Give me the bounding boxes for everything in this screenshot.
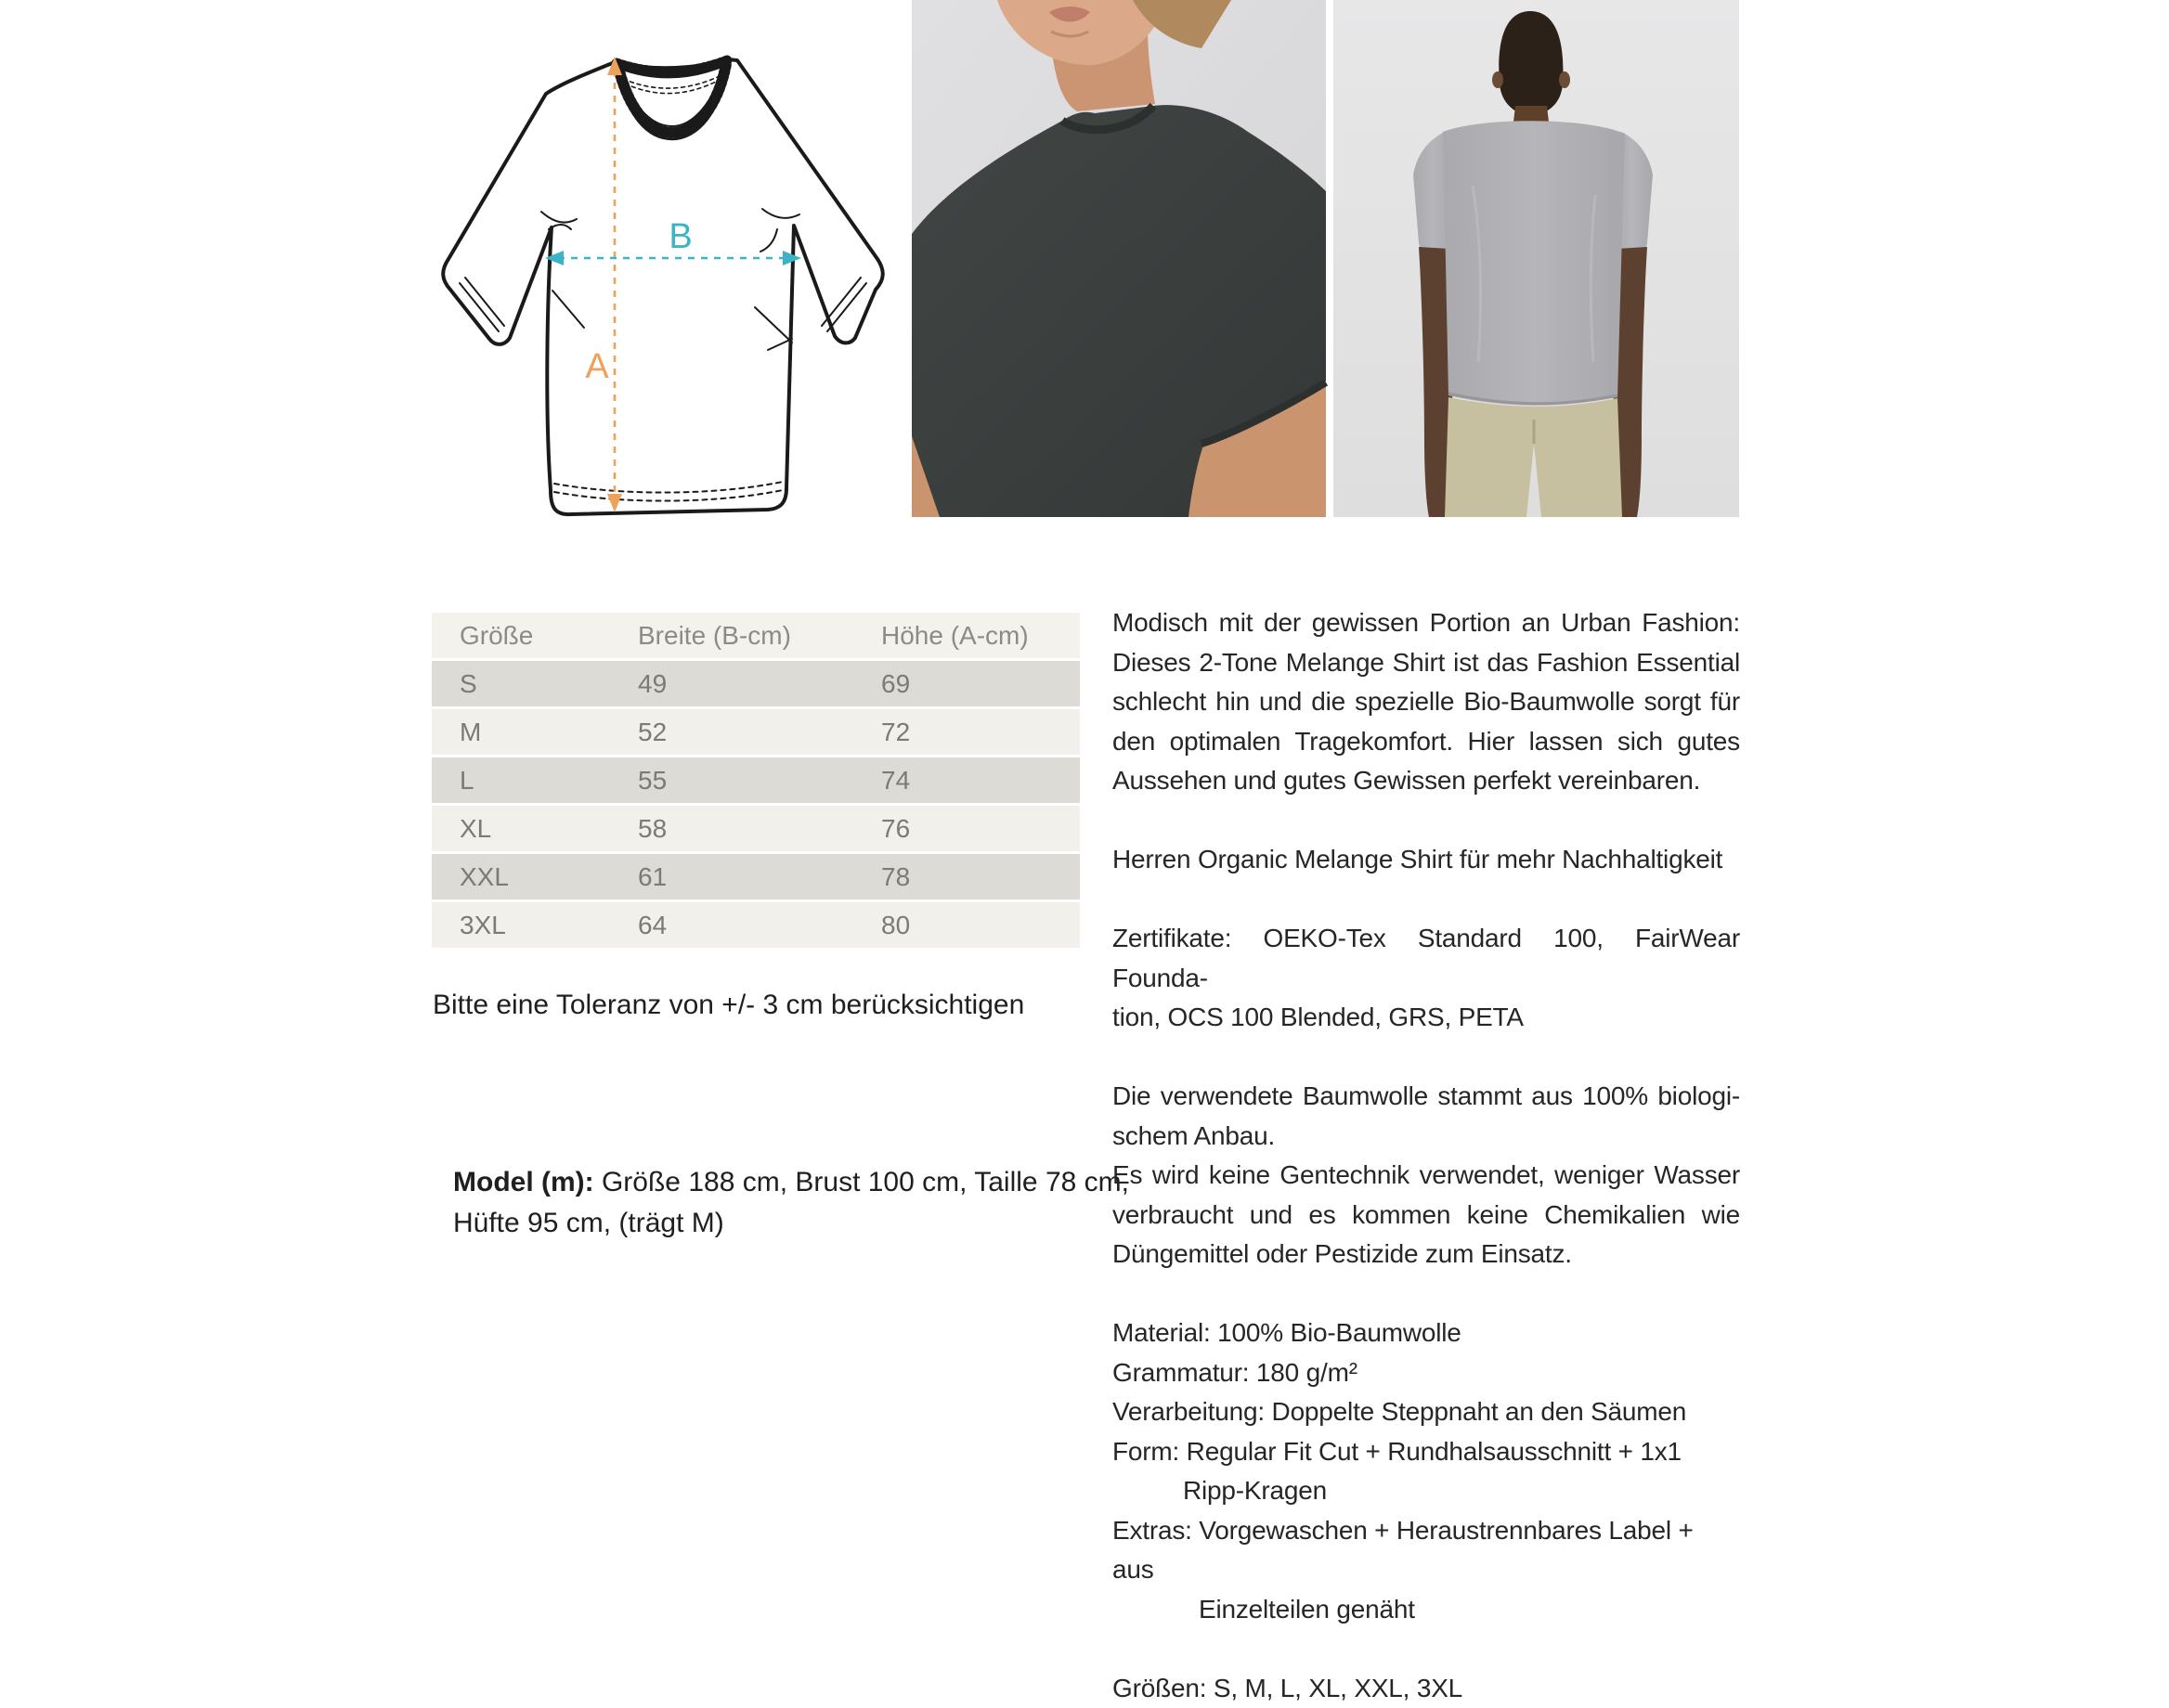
- cell-hoehe: 78: [881, 854, 1080, 899]
- table-row: [432, 902, 1080, 948]
- description-specs: Material: 100% Bio-Baumwolle Grammatur: 180 g/m² Verarbeitung: Doppelte Steppnaht an den Säumen Form: Regular Fit Cut + Rundhalsausschnitt + 1x1 Ripp-Kragen Extras: Vorgewaschen + Heraustrennbares Label + aus Einzelteilen genäht: [1112, 1313, 1740, 1629]
- tolerance-note: Bitte eine Toleranz von +/- 3 cm berücksichtigen: [433, 990, 1138, 1021]
- cell-hoehe: 80: [881, 902, 1080, 948]
- description-sizes: Größen: S, M, L, XL, XXL, 3XL: [1112, 1669, 1740, 1708]
- table-row: [432, 806, 1080, 851]
- cell-breite: 49: [638, 661, 881, 706]
- description-cotton: Die verwendete Baumwolle stammt aus 100% biologi- schem Anbau. Es wird keine Gentechnik verwendet, weniger Wasser verbraucht und es kommen keine Chemikalien wie Düngemittel oder Pestizide zum Einsatz.: [1112, 1077, 1740, 1275]
- cell-size: L: [432, 757, 638, 803]
- model-photo-back: [1333, 0, 1739, 517]
- cell-size: 3XL: [432, 902, 638, 948]
- model-info-text: Größe 188 cm, Brust 100 cm, Taille 78 cm, Hüfte 95 cm, (trägt M): [453, 1167, 1129, 1238]
- col-header-hoehe: Höhe (A-cm): [881, 613, 1080, 658]
- description-certificates: Zertifikate: OEKO-Tex Standard 100, FairWear Founda- tion, OCS 100 Blended, GRS, PETA: [1112, 919, 1740, 1038]
- cell-size: S: [432, 661, 638, 706]
- table-row: [432, 709, 1080, 755]
- measure-a-label: A: [585, 347, 609, 386]
- size-table-header-row: [432, 613, 1080, 658]
- model-info: [453, 1162, 1163, 1244]
- cell-size: M: [432, 709, 638, 755]
- tshirt-measurement-diagram: [432, 51, 896, 529]
- table-row: [432, 757, 1080, 803]
- model-photo-front: [912, 0, 1326, 517]
- description-intro: Modisch mit der gewissen Portion an Urban Fashion: Dieses 2-Tone Melange Shirt ist das Fashion Essential schlecht hin und die spezielle Bio-Baumwolle sorgt für den optimalen Tragekomfort. Hier lassen sich gutes Aussehen und gutes Gewissen perfekt vereinbaren.: [1112, 603, 1740, 801]
- cell-breite: 64: [638, 902, 881, 948]
- cell-hoehe: 69: [881, 661, 1080, 706]
- cell-size: XL: [432, 806, 638, 851]
- cell-breite: 61: [638, 854, 881, 899]
- cell-breite: 52: [638, 709, 881, 755]
- table-row: [432, 661, 1080, 706]
- cell-size: XXL: [432, 854, 638, 899]
- cell-breite: 55: [638, 757, 881, 803]
- description-subtitle: Herren Organic Melange Shirt für mehr Nachhaltigkeit: [1112, 840, 1740, 880]
- col-header-groesse: Größe: [432, 613, 638, 658]
- product-description: [1112, 603, 1740, 1708]
- cell-hoehe: 76: [881, 806, 1080, 851]
- measure-b-label: B: [669, 217, 692, 256]
- col-header-breite: Breite (B-cm): [638, 613, 881, 658]
- cell-hoehe: 72: [881, 709, 1080, 755]
- cell-hoehe: 74: [881, 757, 1080, 803]
- size-table: [432, 610, 1080, 951]
- model-info-label: Model (m):: [453, 1167, 594, 1197]
- table-row: [432, 854, 1080, 899]
- cell-breite: 58: [638, 806, 881, 851]
